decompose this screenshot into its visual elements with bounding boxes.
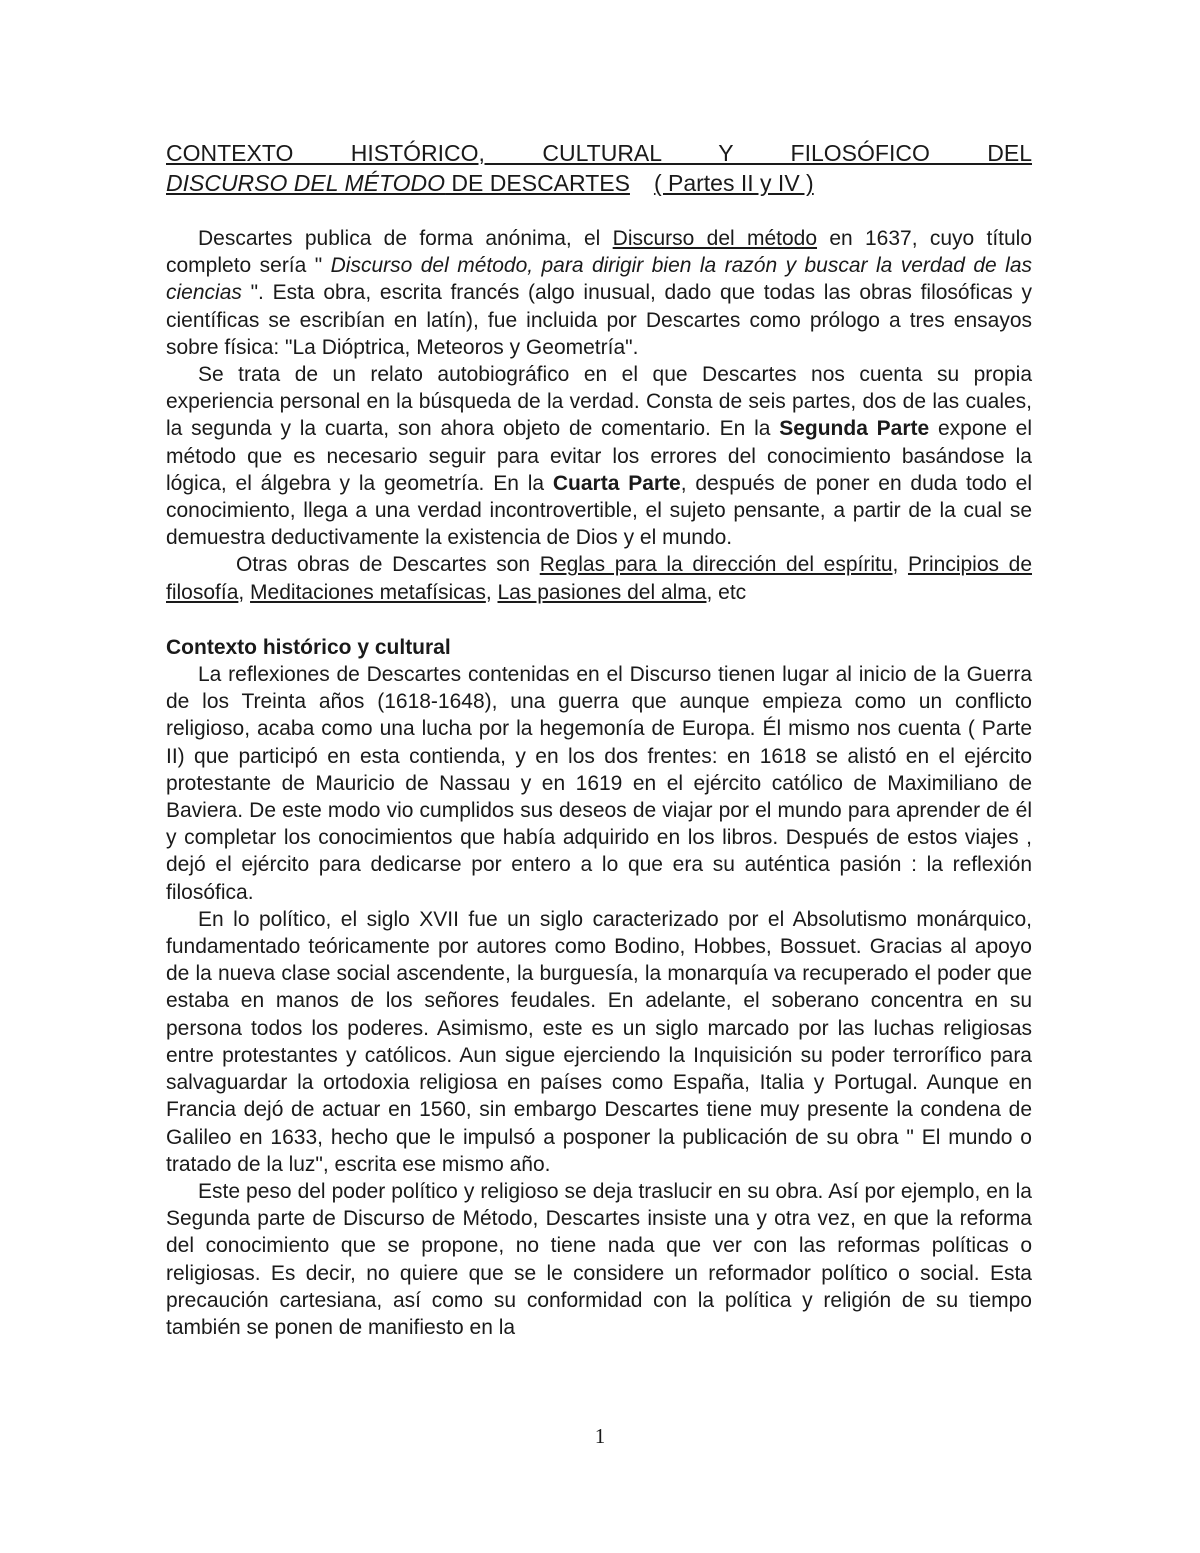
work-link-discurso: Discurso del método: [612, 227, 818, 250]
work-principios: Principios de filosofía: [166, 553, 1032, 604]
document-title-line-2: [166, 168, 1032, 198]
bold-cuarta-parte: Cuarta Parte: [552, 471, 681, 495]
work-pasiones: Las pasiones del alma: [497, 580, 707, 604]
page-number: 1: [594, 1424, 606, 1448]
title-author: DE DESCARTES: [445, 170, 630, 196]
document-title-line-1: CONTEXTO HISTÓRICO, CULTURAL Y FILOSÓFICO DEL: [166, 140, 1032, 166]
work-reglas: Reglas para la dirección del espíritu: [539, 553, 893, 577]
section-paragraph-2: En lo político, el siglo XVII fue un siglo caracterizado por el Absolutismo monárquico, fundamentado teóricamente por autores como Bodino, Hobbes, Bossuet. Gracias al apoyo de la nueva clase social ascendente, la burguesía, la monarquía va recuperado el poder que estaba en manos de los señores feudales. En adelante, el soberano concentra en su persona todos los poderes. Asimismo, este es un siglo marcado por las luchas religiosas entre protestantes y católicos. Aun sigue ejerciendo la Inquisición su poder terrorífico para salvaguardar la ortodoxia religiosa en países como España, Italia y Portugal. Aunque en Francia dejó de actuar en 1560, sin embargo Descartes tiene muy presente la condena de Galileo en 1633, hecho que le impulsó a posponer la publicación de su obra " El mundo o tratado de la luz", escrita ese mismo año.: [166, 907, 1032, 1176]
intro-paragraph-1: Descartes publica de forma anónima, el Discurso del método en 1637, cuyo título completo sería " Discurso del método, para dirigir bien la razón y buscar la verdad de las ciencias ". Esta obra, escrita francés (algo inusual, dado que todas las obras filosóficas y científicas se escribían en latín), fue incluida por Descartes como prólogo a tres ensayos sobre física: "La Dióptrica, Meteoros y Geometría".: [166, 227, 1033, 359]
book-title-italic: DISCURSO DEL MÉTODO: [166, 170, 446, 196]
section-paragraph-1: La reflexiones de Descartes contenidas en el Discurso tienen lugar al inicio de la Guerra de los Treinta años (1618-1648), una guerra que aunque empieza como un conflicto religioso, acaba como una lucha por la hegemonía de Europa. Él mismo nos cuenta ( Parte II) que participó en esta contienda, y en los dos frentes: en 1618 se alistó en el ejército protestante de Mauricio de Nassau y en 1619 en el ejército católico de Maximiliano de Baviera. De este modo vio cumplidos sus deseos de viajar por el mundo para aprender de él y completar los conocimientos que había adquirido en los libros. Después de estos viajes , dejó el ejército para dedicarse por entero a lo que era su auténtica pasión : la reflexión filosófica.: [166, 663, 1032, 904]
intro-paragraph-2: Se trata de un relato autobiográfico en el que Descartes nos cuenta su propia experiencia personal en la búsqueda de la verdad. Consta de seis partes, dos de las cuales, la segunda y la cuarta, son ahora objeto de comentario. En la Segunda Parte expone el método que es necesario seguir para evitar los errores del conocimiento basándose la lógica, el álgebra y la geometría. En la Cuarta Parte, después de poner en duda todo el conocimiento, llega a una verdad incontrovertible, el sujeto pensante, a partir de la cual se demuestra deductivamente la existencia de Dios y el mundo.: [166, 363, 1033, 550]
title-parts: ( Partes II y IV ): [653, 170, 814, 196]
bold-segunda-parte: Segunda Parte: [779, 417, 930, 441]
full-title-italic: Discurso del método, para dirigir bien la razón y buscar la verdad de las ciencias: [166, 254, 1032, 305]
work-meditaciones: Meditaciones metafísicas: [250, 580, 486, 604]
intro-paragraph-3: Otras obras de Descartes son Reglas para la dirección del espíritu, Principios de filosofía, Meditaciones metafísicas, Las pasiones del alma, etc: [166, 553, 1032, 604]
section-heading: Contexto histórico y cultural: [166, 635, 451, 659]
section-paragraph-3: Este peso del poder político y religioso se deja traslucir en su obra. Así por ejemplo, en la Segunda parte de Discurso de Método, Descartes insiste una y otra vez, en que la reforma del conocimiento que se propone, no tiene nada que ver con las reformas políticas o religiosas. Es decir, no quiere que se le considere un reformador político o social. Esta precaución cartesiana, así como su conformidad con la política y religión de su tiempo también se ponen de manifiesto en la: [166, 1179, 1032, 1339]
document-page: [166, 138, 1032, 1341]
